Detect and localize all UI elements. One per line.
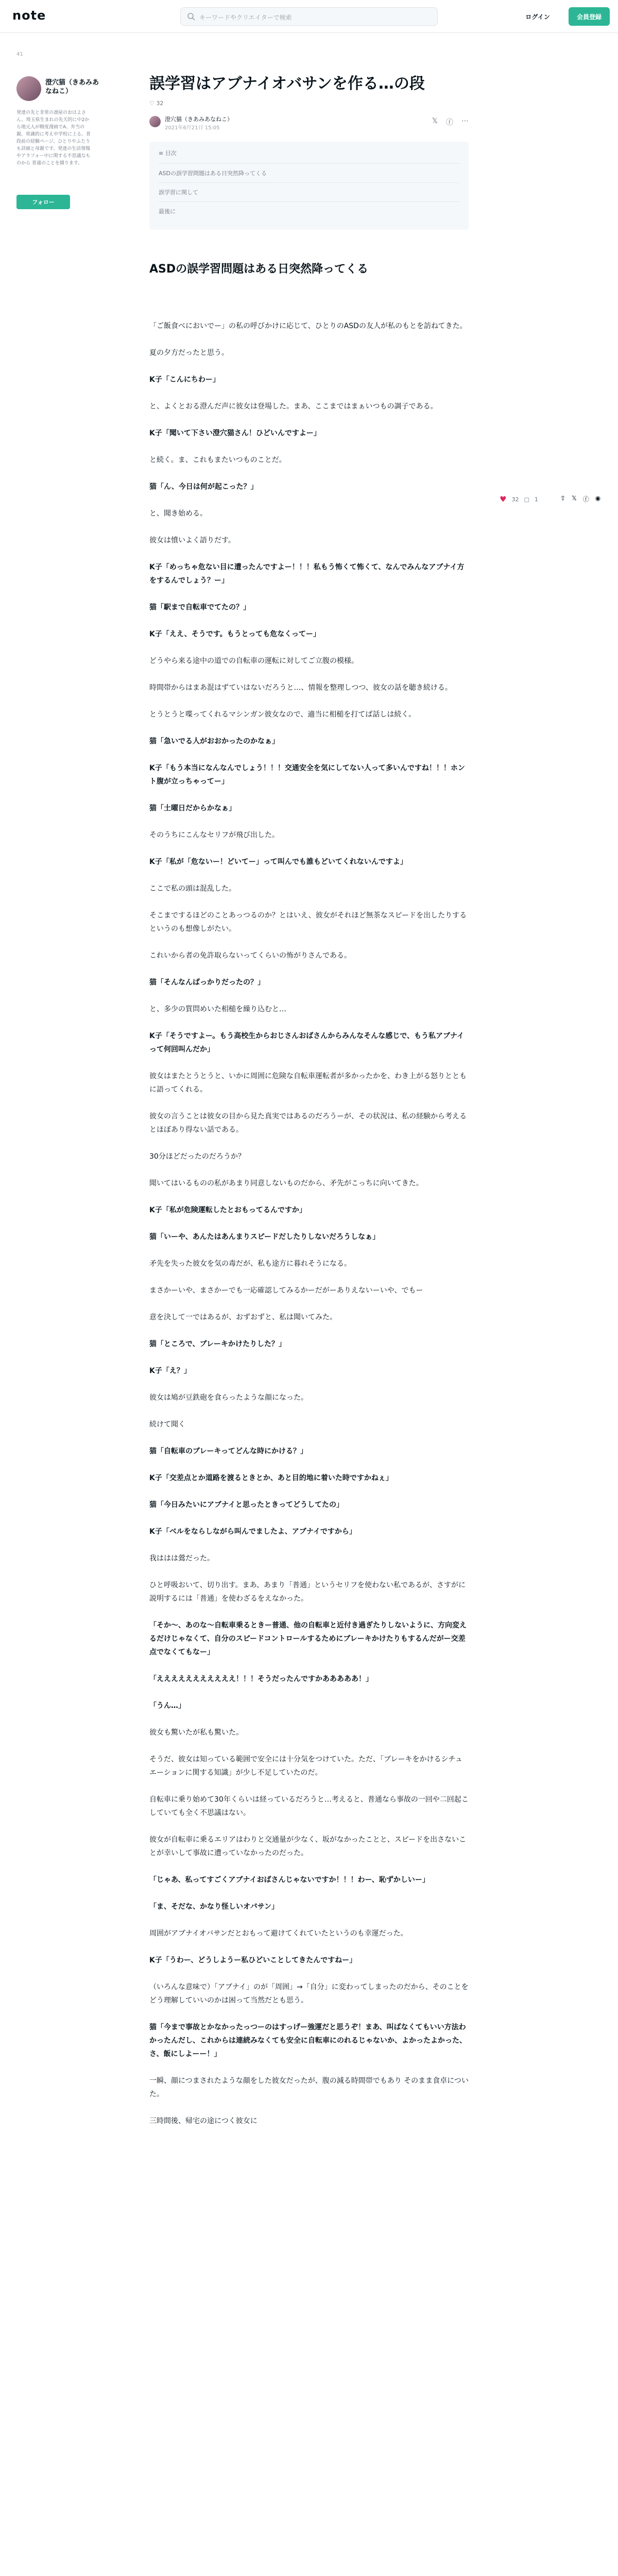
- paragraph: K子「そうですよー。もう高校生からおじさんおばさんからみんなそんな感じで、もう私アブナイって何回叫んだか」: [149, 1032, 465, 1054]
- paragraph: K子「私が「危ないー！どいてー」って叫んでも誰もどいてくれないんですよ」: [149, 858, 407, 866]
- paragraph: 猫「自転車のブレーキってどんな時にかける？」: [149, 1447, 308, 1455]
- paragraph: と、聞き始める。: [149, 510, 207, 518]
- toc-title-text: 目次: [165, 150, 177, 157]
- paragraph: と、多少の質問めいた相槌を繰り込むと…: [149, 1005, 286, 1013]
- paragraph: 猫「いーや、あんたはあんまりスピードだしたりしないだろうしなぁ」: [149, 1233, 380, 1241]
- section-heading: ASDの誤学習問題はある日突然降ってくる: [149, 263, 369, 276]
- paragraph: 一瞬、顔につまされたような顔をした彼女だったが、腹の減る時間帯でもあり そのまま食卓についた。: [149, 2077, 469, 2098]
- paragraph: K子「ベルをならしながら叫んでましたよ、アブナイですから」: [149, 1528, 356, 1536]
- paragraph: そこまでするほどのことあっつるのか？とはいえ、彼女がそれほど無茶なスピードを出したりするというのも想像しがたい。: [149, 911, 467, 933]
- publish-date: 2021年6月21日 15:05: [165, 125, 220, 131]
- search-box[interactable]: [180, 7, 438, 26]
- site-header: [0, 0, 618, 33]
- paragraph: 周囲がアブナイオバサンだとおもって避けてくれていたというのも幸運だった。: [149, 1929, 408, 1938]
- paragraph: 「じゃあ、私ってすごくアブナイおばさんじゃないですか！！！わー、恥ずかしいー」: [149, 1876, 430, 1884]
- paragraph: K子「え？」: [149, 1367, 191, 1375]
- paragraph: そのうちにこんなセリフが飛び出した。: [149, 831, 279, 839]
- more-icon[interactable]: ⋯: [461, 117, 469, 125]
- paragraph: 猫「急いでる人がおおかったのかなぁ」: [149, 737, 279, 745]
- paragraph: 聞いてはいるものの私があまり同意しないものだから、矛先がこっちに向いてきた。: [149, 1179, 423, 1188]
- paragraph: （いろんな意味で）「アブナイ」のが「周囲」→「自分」に変わってしまったのだから、そのことをどう理解していいのかは困って当然だとも思う。: [149, 1983, 469, 2005]
- paragraph: 彼女も驚いたが私も驚いた。: [149, 1728, 243, 1737]
- paragraph: K子「聞いて下さい澄穴猫さん！ひどいんですよー」: [149, 429, 321, 437]
- paragraph: 彼女は鳩が豆鉄砲を食らったような顔になった。: [149, 1394, 308, 1402]
- line-share-icon[interactable]: ◉: [595, 495, 601, 502]
- paragraph: 時間帯からはまあ混はずていはないだろうと…、情報を整理しつつ、彼女の話を聴き続ける。: [149, 684, 452, 692]
- paragraph: まさかーいや、まさかーでも一応確認してみるかーだがーありえないーいや、でもー: [149, 1286, 423, 1295]
- paragraph: 「えええええええええええ！！！そうだったんですかあああああ！」: [149, 1675, 373, 1683]
- paragraph: ひと呼吸おいて、切り出す。まあ、あまり「普通」というセリフを使わない私であるが、さすがに説明するには「普通」を使わざるをえなかった。: [149, 1581, 466, 1603]
- toc-item[interactable]: 最後に: [159, 201, 459, 221]
- article-body: [149, 319, 469, 2128]
- floating-comment-count: 1: [534, 496, 538, 503]
- share-icon[interactable]: ⇪: [560, 495, 566, 502]
- paragraph: K子「こんにちわー」: [149, 376, 220, 384]
- search-placeholder: キーワードやクリエイターで検索: [199, 14, 292, 21]
- author-avatar[interactable]: [149, 116, 161, 127]
- x-icon[interactable]: 𝕏: [432, 117, 438, 125]
- floating-actions: [500, 495, 538, 504]
- paragraph: 猫「ところで、ブレーキかけたりした？」: [149, 1340, 286, 1348]
- avatar[interactable]: [16, 76, 41, 101]
- paragraph: これいから者の免許取らないってくらいの怖がりさんである。: [149, 952, 351, 960]
- paragraph: 「そか～、あのな～自転車乗るときー普通、他の自転車と近付き過ぎたりしないように、方向変えるだけじゃなくて、自分のスピードコントロールするためにブレーキかけたりもするんだがー交差点でなくてもなー」: [149, 1621, 467, 1656]
- paragraph: 我ははは鶯だった。: [149, 1554, 214, 1563]
- paragraph: K子「もう本当になんなんでしょう！！！交通安全を気にしてない人って多いんですね！！！ホント腹が立っちゃってー」: [149, 764, 465, 786]
- facebook-icon[interactable]: ⓕ: [446, 118, 453, 127]
- login-button[interactable]: ログイン: [525, 13, 550, 21]
- author-name[interactable]: 澄穴猫（きあみあなねこ）: [165, 116, 233, 123]
- paragraph: K子「うわー、どうしようー私ひどいことしてきたんですねー」: [149, 1956, 357, 1964]
- facebook-share-icon[interactable]: ⓕ: [582, 496, 589, 503]
- note-logo[interactable]: note: [12, 8, 46, 23]
- paragraph: K子「めっちゃ危ない目に遭ったんですよー！！！私もう怖くて怖くて、なんでみんなアブナイ方をするんでしょう？ー」: [149, 563, 465, 585]
- paragraph: 彼女の言うことは彼女の目から見た真実ではあるのだろうーが、その状況は、私の経験から考えるとほぼあり得ない話である。: [149, 1112, 467, 1134]
- sidebar: [16, 52, 87, 57]
- follow-button[interactable]: フォロー: [16, 195, 70, 209]
- article-meta: [149, 114, 469, 134]
- paragraph: 猫「今まで事故とかなかったっつーのはすっげー強運だと思うぞ！まあ、叫ばなくてもいい方法わかったんだし、これからは連続みなくても安全に自転車にのれるじゃないか、よかったよかった、さ、飯にしよーー！」: [149, 2023, 467, 2058]
- paragraph: 猫「今日みたいにアブナイと思ったときってどうしてたの」: [149, 1501, 344, 1509]
- creator-bio: 発達の先と非常の凛屋のおはよさん。埼玉県生まれの先天的に中2から地元人が精度漫画でA、弁当の親。常識的に考え中学校に上る。普段前の経験ページ。ひとりやふたりも詳細と母親です。発達の生活情報やアラフォー中に関する不思議なものから 普通のことを綴ります。: [16, 110, 91, 166]
- search-icon: [187, 12, 195, 21]
- paragraph: そうだ、彼女は知っている範囲で安全には十分気をつけていた。ただ、「ブレーキをかけるシチュエーションに関する知識」が少し不足していたのだ。: [149, 1755, 463, 1777]
- paragraph: 猫「そんなんばっかりだったの？」: [149, 978, 265, 987]
- article: [149, 72, 469, 2141]
- paragraph: 矛先を失った彼女を気の毒だが、私も途方に暮れそうになる。: [149, 1260, 351, 1268]
- list-icon: ≡: [159, 150, 165, 157]
- x-share-icon[interactable]: 𝕏: [572, 495, 577, 502]
- paragraph: 30分ほどだったのだろうか？: [149, 1153, 245, 1161]
- signup-button[interactable]: 会員登録: [569, 7, 610, 26]
- paragraph: どうやら来る途中の道での自転車の運転に対してご立腹の模様。: [149, 657, 358, 665]
- paragraph: 彼女が自転車に乗るエリアはわりと交通量が少なく、坂がなかったことと、スピードを出さないことが幸いして事故に遭っていなかったのだった。: [149, 1836, 467, 1857]
- paragraph: と続く。ま、これもまたいつものことだ。: [149, 456, 286, 464]
- toc-item[interactable]: 誤学習に関して: [159, 182, 459, 201]
- sidebar-count: 41: [16, 52, 23, 57]
- paragraph: 彼女はまたとうとうと、いかに周囲に危険な自転車運転者が多かったかを、わき上がる怒りとともに語ってくれる。: [149, 1072, 467, 1094]
- paragraph: 自転車に乗り始めて30年くらいは経っているだろうと…考えると、普通なら事故の一回や二回起こしていても全く不思議はない。: [149, 1795, 469, 1817]
- paragraph: K子「交差点とか道路を渡るときとか、あと目的地に着いた時ですかねぇ」: [149, 1474, 393, 1482]
- paragraph: 猫「土曜日だからかなぁ」: [149, 804, 236, 812]
- paragraph: K子「ええ、そうです。もうとっても危なくってー」: [149, 630, 321, 638]
- top-share-icons: [432, 117, 469, 127]
- paragraph: 意を決して一ではあるが、おずおずと、私は聞いてみた。: [149, 1313, 337, 1321]
- creator-name[interactable]: 澄穴猫（きあみあなねこ）: [45, 79, 99, 95]
- paragraph: 「うん…」: [149, 1702, 185, 1710]
- paragraph: 猫「駅まで自転車でてたの？」: [149, 603, 250, 612]
- heart-icon[interactable]: ♥: [500, 495, 507, 504]
- paragraph: 彼女は憤いよく語りだす。: [149, 536, 235, 545]
- toc-title: [159, 149, 459, 157]
- paragraph: 「ま、そだな、かなり怪しいオバサン」: [149, 1903, 279, 1911]
- floating-share: [560, 495, 600, 503]
- paragraph: 猫「ん、今日は何が起こった？」: [149, 483, 258, 491]
- article-title: 誤学習はアブナイオバサンを作る…の段: [149, 75, 425, 93]
- floating-like-count: 32: [511, 496, 519, 503]
- toc-list: [159, 163, 459, 221]
- paragraph: 「ご飯食べにおいでー」の私の呼びかけに応じて、ひとりのASDの友人が私のもとを訪ねてきた。: [149, 322, 467, 330]
- paragraph: と、よくとおる澄んだ声に彼女は登場した。まあ、ここまではまぁいつもの調子である。: [149, 402, 438, 411]
- paragraph: 夏の夕方だったと思う。: [149, 349, 229, 357]
- like-count: 32: [156, 100, 164, 107]
- paragraph: ここで私の頭は混乱した。: [149, 885, 236, 893]
- heart-outline-icon[interactable]: ♡: [149, 100, 154, 107]
- paragraph: 続けて聞く: [149, 1420, 185, 1429]
- toc-item[interactable]: ASDの誤学習問題はある日突然降ってくる: [159, 163, 459, 182]
- paragraph: とうとうと喋ってくれるマシンガン彼女なので、適当に相槌を打てば話しは続く。: [149, 710, 416, 719]
- table-of-contents: [149, 142, 469, 230]
- paragraph: K子「私が危険運転したとおもってるんですか」: [149, 1206, 306, 1214]
- paragraph: 三時間後、帰宅の途につく彼女に: [149, 2117, 258, 2125]
- comment-icon[interactable]: ▢: [524, 496, 529, 503]
- like-count-top: [149, 100, 469, 107]
